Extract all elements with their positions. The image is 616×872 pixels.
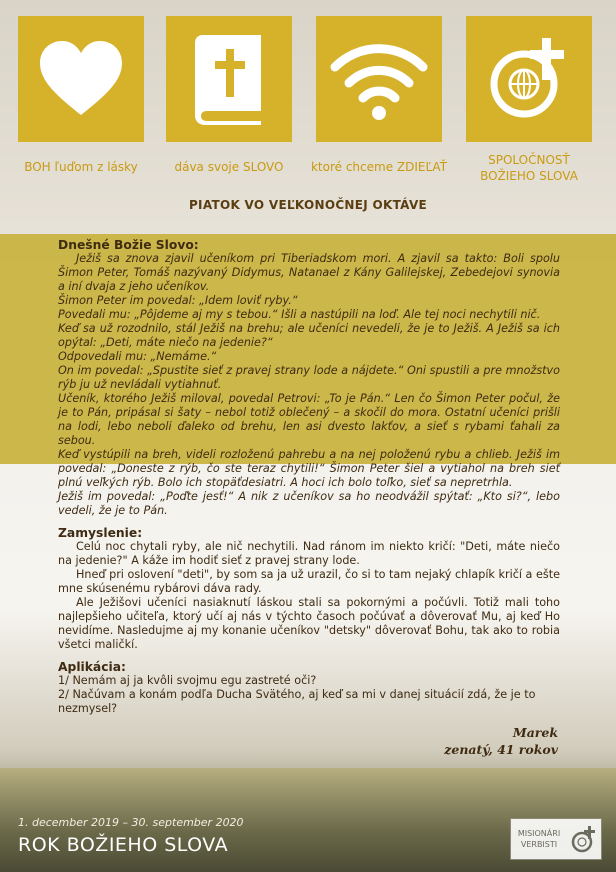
society-logo-icon (484, 34, 574, 124)
reading-paragraph: Keď sa už rozodnilo, stál Ježiš na brehu; ale učeníci nevedeli, že je to Ježiš. A Ježiš sa ich opýtal: „Deti, máte niečo na jedenie?“ (58, 322, 560, 349)
reflection-paragraph: Hneď pri oslovení "deti", by som sa ja už urazil, čo si to tam nejaký chlapík kričí a ešte mne skúsenému rybárovi dáva rady. (58, 568, 560, 595)
main-content (58, 238, 560, 716)
page-title: PIATOK VO VEĽKONOČNEJ OKTÁVE (188, 198, 428, 212)
tile-label-3: ktoré chceme ZDIEĽAŤ (310, 160, 448, 174)
tile-label-4 (458, 152, 600, 184)
reflection-paragraph: Ale Ježišovi učeníci nasiaknutí láskou stali sa pokornými a počúvli. Totiž mali toho najlepšieho učiteľa, ktorý učí aj nás v týchto časoch počúvať a dôverovať Mu, aj keď Ho nevidíme. Nasledujme aj my konanie učeníkov "detsky" dôverovať Bohu, tak ako to robia všetci maličkí. (58, 596, 560, 651)
tile-label-2: dáva svoje SLOVO (174, 160, 284, 174)
tile-label-4-line2: BOŽIEHO SLOVA (480, 169, 578, 183)
verbisti-globe-icon (571, 824, 597, 854)
signature-name: Marek (512, 725, 558, 740)
tile-bible (166, 16, 292, 142)
bible-icon (191, 31, 267, 127)
footer-title: ROK BOŽIEHO SLOVA (18, 834, 229, 856)
reading-paragraph: On im povedal: „Spustite sieť z pravej strany lode a nájdete.“ Oni spustili a pre množstvo rýb ju už nevládali vytiahnuť. (58, 364, 560, 391)
application-item: 2/ Načúvam a konám podľa Ducha Svätého, aj keď sa mi v danej situácií zdá, že je to nezmysel? (58, 688, 536, 715)
reading-paragraph: Povedali mu: „Pôjdeme aj my s tebou.“ Išli a nastúpili na loď. Ale tej noci nechytili nič. (58, 308, 541, 321)
application-heading: Aplikácia: (58, 660, 126, 674)
tile-label-1: BOH ľuďom z lásky (24, 160, 138, 174)
heart-icon (36, 39, 126, 119)
reading-heading: Dnešné Božie Slovo: (58, 238, 199, 252)
reading-paragraph: Odpovedali mu: „Nemáme.“ (58, 350, 217, 363)
tile-label-4-line1: SPOLOČNOSŤ (488, 153, 570, 167)
wifi-icon (329, 37, 429, 121)
reading-paragraph: Šimon Peter im povedal: „Idem loviť ryby.“ (58, 294, 298, 307)
logo-line1: MISIONÁRI (517, 829, 561, 838)
signature-info: zenatý, 41 rokov (444, 742, 558, 757)
application-item: 1/ Nemám aj ja kvôli svojmu egu zastreté oči? (58, 674, 317, 687)
reflection-heading: Zamyslenie: (58, 526, 143, 540)
tile-heart (18, 16, 144, 142)
reflection-paragraph: Celú noc chytali ryby, ale nič nechytili. Nad ránom im niekto kričí: "Deti, máte niečo na jedenie?" A káže im hodiť sieť z pravej strany lode. (58, 540, 560, 567)
reading-paragraph: Keď vystúpili na breh, videli rozloženú pahrebu a na nej položenú rybu a chlieb. Ježiš im povedal: „Doneste z rýb, čo ste teraz chytili!“ Šimon Peter šiel a vytiahol na breh sieť plnú veľkých rýb. Bolo ich stopäťdesiatri. A hoci ich bolo toľko, sieť sa nepretrhla. (58, 448, 560, 489)
signature (444, 724, 558, 758)
reading-paragraph: Učeník, ktorého Ježiš miloval, povedal Petrovi: „To je Pán.“ Len čo Šimon Peter počul, že je to Pán, pripásal si šaty – nebol totiž oblečený – a skočil do mora. Ostatní učeníci prišli na lodi, lebo neboli ďaleko od brehu, len asi dvesto lakťov, a sieť s rybami ťahali za sebou. (58, 392, 560, 447)
tile-wifi (316, 16, 442, 142)
logo-line2: VERBISTI (520, 840, 558, 849)
missionari-verbisti-logo (510, 818, 602, 860)
tile-society (466, 16, 592, 142)
footer-dates: 1. december 2019 – 30. september 2020 (18, 816, 244, 829)
logo-text (511, 828, 567, 850)
reading-paragraph: Ježiš sa znova zjavil učeníkom pri Tiberiadskom mori. A zjavil sa takto: Boli spolu Šimon Peter, Tomáš nazývaný Didymus, Natanael z Kány Galilejskej, Zebedejovi synovia a iní dvaja z jeho učeníkov. (58, 252, 560, 293)
reading-paragraph: Ježiš im povedal: „Poďte jesť!“ A nik z učeníkov sa ho neodvážil spýtať: „Kto si?“, lebo vedeli, že je to Pán. (58, 490, 560, 517)
